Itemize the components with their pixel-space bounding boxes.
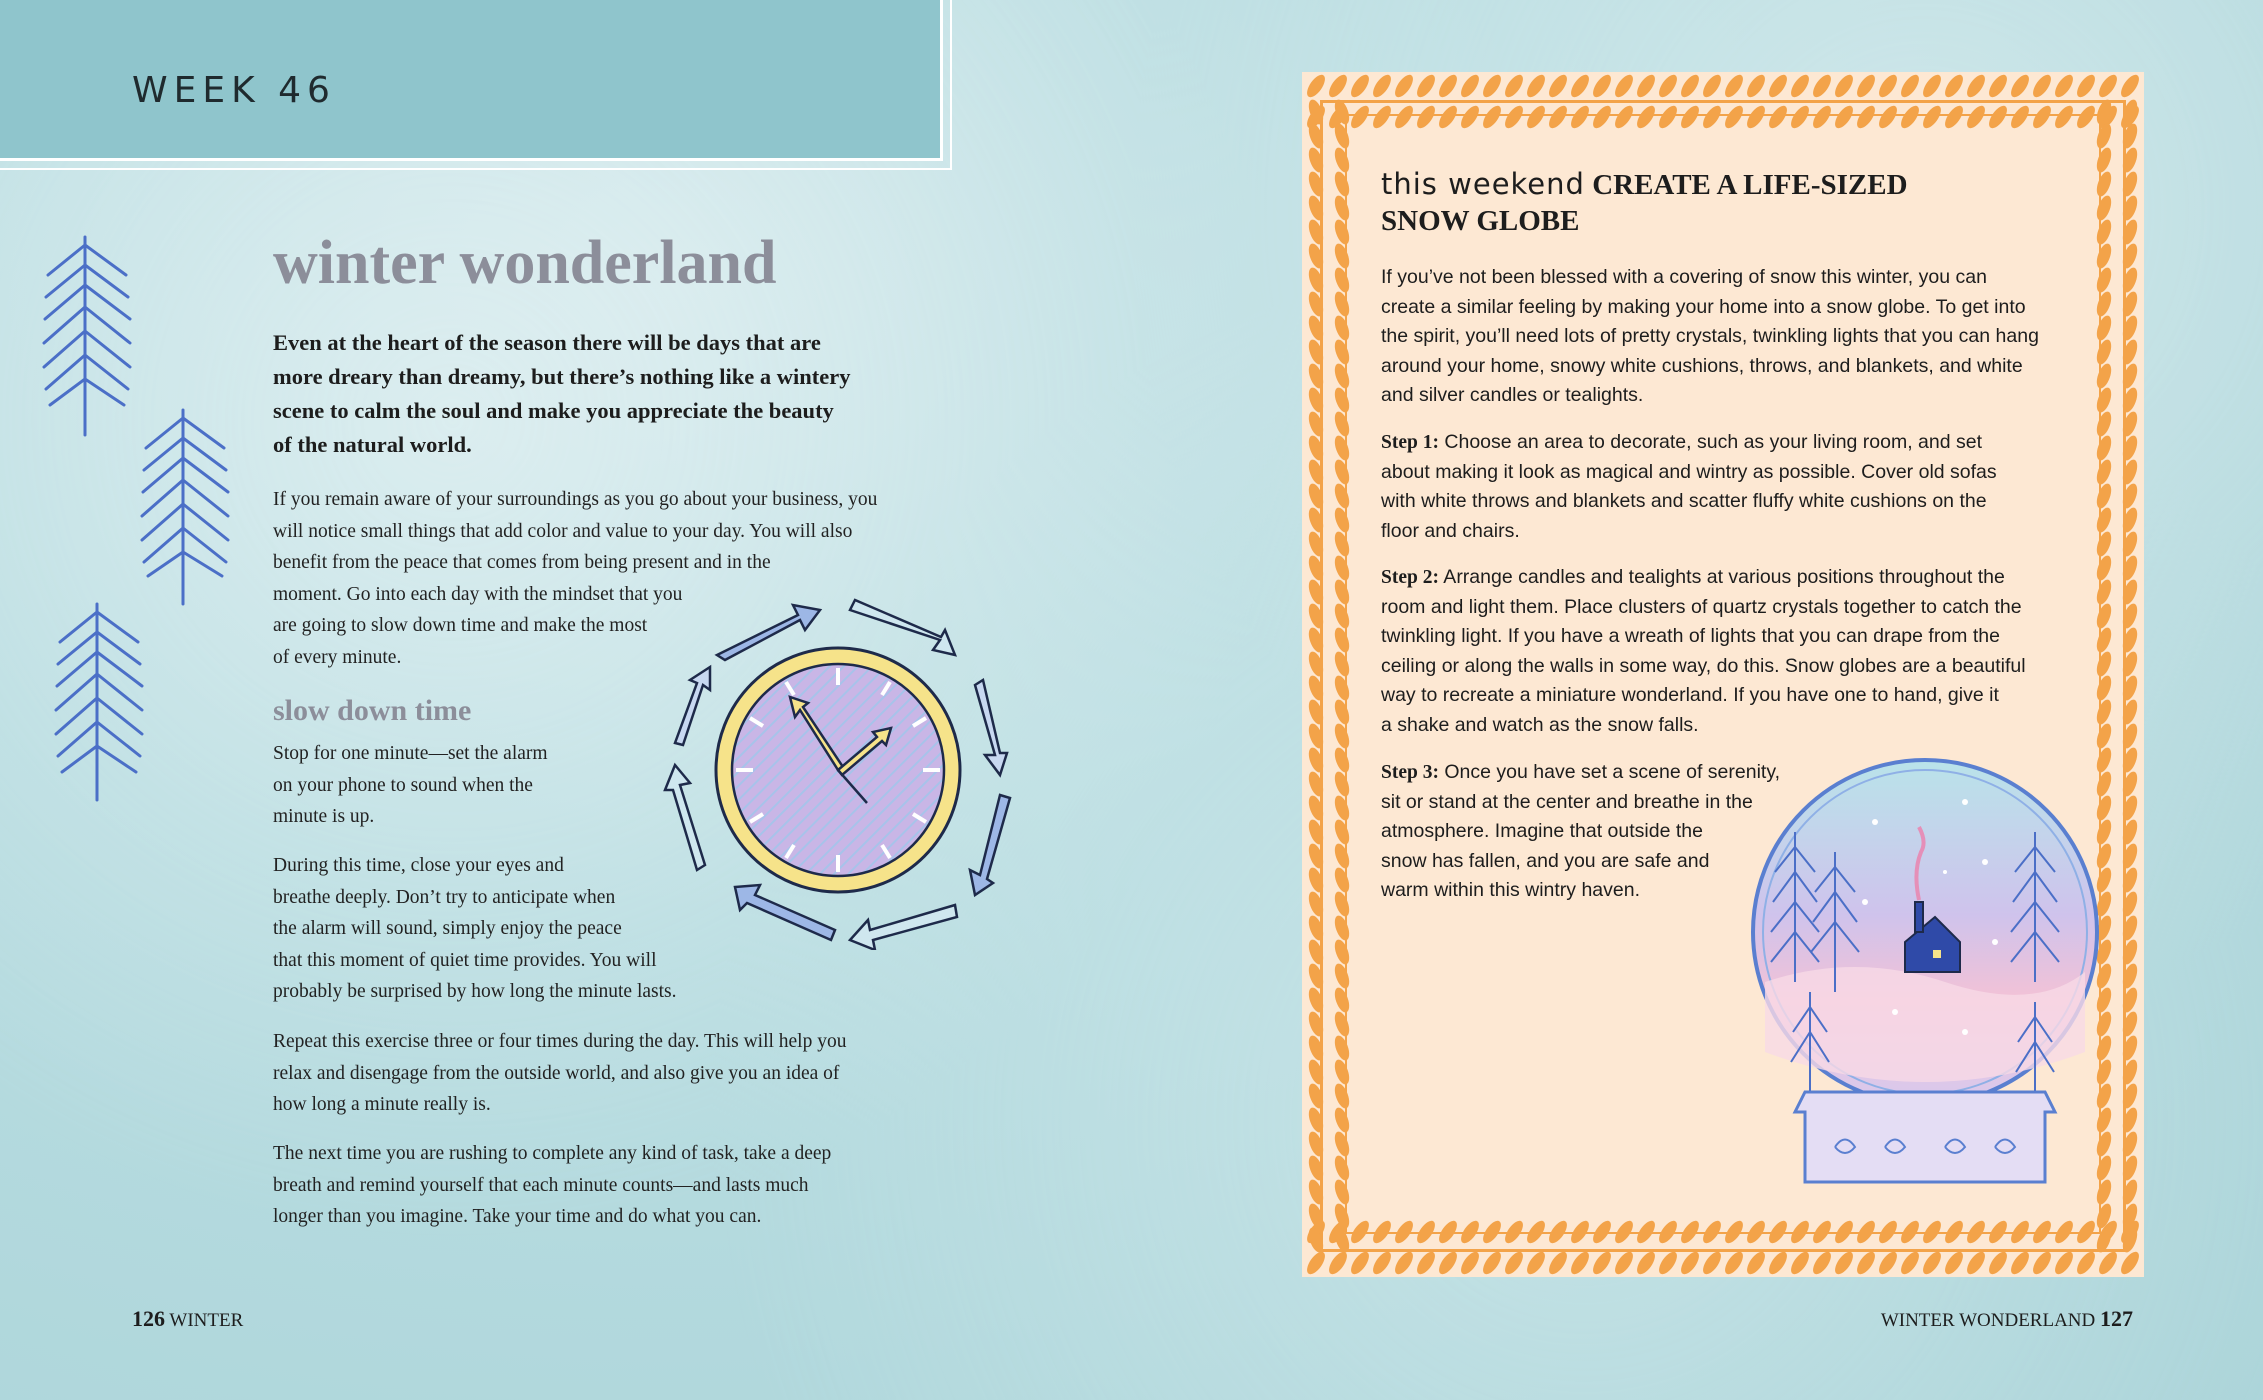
body-paragraph: Repeat this exercise three or four times during the day. This will help you relax and disengage from the outside world, and also give you an idea of how long a minute really is. <box>273 1031 847 1115</box>
pine-tree-icon <box>52 602 147 802</box>
clock-illustration <box>655 585 1035 950</box>
snow-globe-illustration <box>1735 752 2115 1204</box>
week-label: WEEK 46 <box>132 70 336 111</box>
page-number: 127 <box>2100 1306 2133 1331</box>
page-title: winter wonderland <box>273 229 777 297</box>
step-3: Step 3: Once you have set a scene of serenity, sit or stand at the center and breathe in the atmosphere. Imagine that outside the snow has fallen, and you are safe and warm within this wintry haven. <box>1381 761 1781 901</box>
folio-label: WINTER WONDERLAND <box>1880 1310 2096 1331</box>
intro-paragraph: If you remain aware of your surroundings as you go about your business, you will notice small things that add color and value to your day. You will also benefit from the peace that comes from being present and in the moment. Go into each day with the mindset that you are going to slow down time and make the most of every minute. <box>273 489 878 668</box>
step-1: Step 1: Choose an area to decorate, such as your living room, and set about making it look as magical and wintry as possible. Cover old sofas with white throws and blankets and scatter fluffy white cushions on the floor and chairs. <box>1381 431 1997 542</box>
panel-title: this weekend CREATE A LIFE-SIZED SNOW GLOBE <box>1381 167 1908 237</box>
step-2: Step 2: Arrange candles and tealights at various positions throughout the room and light them. Place clusters of quartz crystals together to catch the twinkling light. If you have a wreath of lights that you can drape from the ceiling or along the walls in some way, do this. Snow globes are a beautiful way to recreate a miniature wonderland. If you have one to hand, give it a shake and watch as the snow falls. <box>1381 566 2026 736</box>
body-paragraph: During this time, close your eyes and breathe deeply. Don’t try to anticipate when the alarm will sound, simply enjoy the peace that this moment of quiet time provides. You will probably be surprised by how long the minute lasts. <box>273 855 677 1002</box>
folio-left <box>132 1306 243 1332</box>
page-number: 126 <box>132 1306 165 1331</box>
folio-label: WINTER <box>169 1310 244 1331</box>
subheading: slow down time <box>273 694 472 727</box>
folio-right <box>1881 1306 2133 1332</box>
pine-tree-icon <box>40 235 135 440</box>
lead-paragraph: Even at the heart of the season there will be days that are more dreary than dreamy, but there’s nothing like a wintery scene to calm the soul and make you appreciate the beauty of the natural world. <box>273 330 851 457</box>
body-paragraph: Stop for one minute—set the alarm on your phone to sound when the minute is up. <box>273 743 548 827</box>
body-paragraph: The next time you are rushing to complete any kind of task, take a deep breath and remind yourself that each minute counts—and lasts much longer than you imagine. Take your time and do what you can. <box>273 1143 832 1227</box>
panel-intro: If you’ve not been blessed with a covering of snow this winter, you can create a similar feeling by making your home into a snow globe. To get into the spirit, you’ll need lots of pretty crystals, twinkling lights that you can hang around your home, snowy white cushions, throws, and blankets, and white and silver candles or tealights. <box>1381 266 2039 406</box>
pine-tree-icon <box>138 408 233 608</box>
week-banner <box>0 0 943 161</box>
